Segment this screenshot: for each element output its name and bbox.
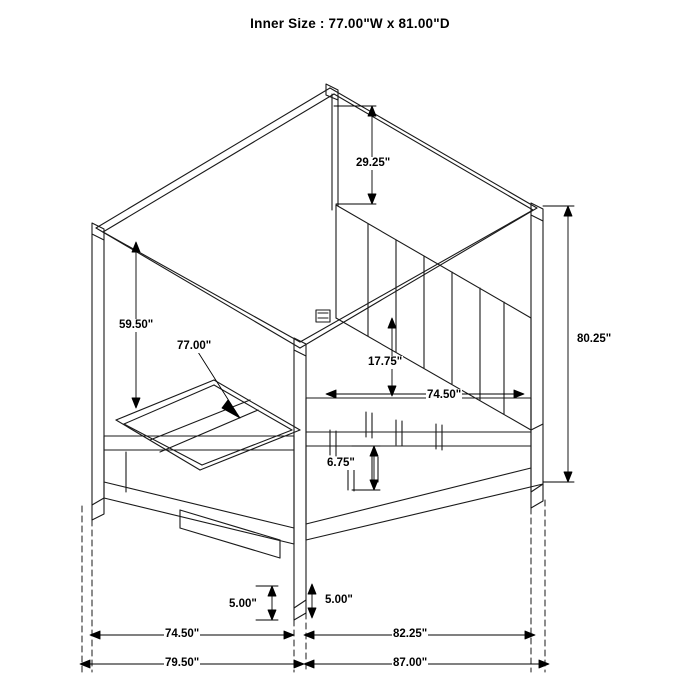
dimension-label-bottom-depth-right: 82.25" <box>393 628 428 640</box>
dimension-label-slat-height: 6.75" <box>327 457 355 469</box>
dimension-label-bottom-depth-left: 74.50" <box>165 628 200 640</box>
dimension-label-overall-height-right: 80.25" <box>577 333 612 345</box>
dimension-label-inner-width: 77.00" <box>177 340 212 352</box>
dimension-label-overall-width-right: 87.00" <box>393 657 428 669</box>
dimension-label-headboard-height: 17.75" <box>368 356 403 368</box>
dimension-label-headboard-post-height: 59.50" <box>119 319 154 331</box>
dimension-label-mattress-support-width: 74.50" <box>427 389 462 401</box>
dimension-label-canopy-post-height: 29.25" <box>356 157 391 169</box>
dimension-label-leg-height-left: 5.00" <box>229 598 257 610</box>
dimension-label-leg-height-right: 5.00" <box>325 594 353 606</box>
dimension-label-overall-depth-left: 79.50" <box>165 657 200 669</box>
page-title: Inner Size : 77.00"W x 81.00"D <box>250 16 450 31</box>
